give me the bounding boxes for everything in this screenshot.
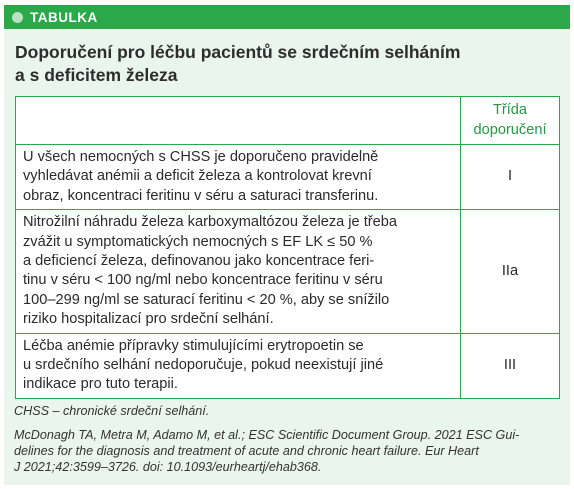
recommendation-text [16, 145, 461, 210]
text-line: 100–299 ng/ml se saturací feritinu < 20 %, aby se snížilo [23, 291, 390, 308]
title-line-1: Doporučení pro léčbu pacientů se srdečním selháním [15, 42, 461, 62]
recommendation-table [15, 96, 560, 399]
table-row [16, 333, 560, 398]
text-line: Léčba anémie přípravky stimulujícími erytropoetin se [23, 337, 364, 354]
table-header-row [16, 97, 560, 145]
recommendation-class: III [461, 333, 560, 398]
header-class-line-1: Třída [492, 102, 528, 119]
text-line: a deficiencí železa, definovanou jako koncentrace feri- [23, 253, 375, 270]
recommendation-text [16, 210, 461, 333]
table-row [16, 210, 560, 333]
header-cell-empty [16, 97, 461, 145]
text-line: vyhledávat anémii a deficit železa a kontrolovat krevní [23, 168, 372, 185]
text-line: obraz, koncentraci feritinu v séru a saturaci transferinu. [23, 187, 379, 204]
footnote: CHSS – chronické srdeční selhání. [14, 404, 210, 418]
table-title [15, 41, 560, 87]
table-row [16, 145, 560, 210]
tag-label: TABULKA [30, 10, 98, 25]
header-cell-class [461, 97, 560, 145]
text-line: zvážit u symptomatických nemocných s EF LK ≤ 50 % [23, 233, 373, 250]
text-line: riziko hospitalizací pro srdeční selhání. [23, 311, 274, 328]
text-line: tinu v séru < 100 ng/ml nebo koncentrace feritinu v séru [23, 272, 383, 289]
recommendation-text [16, 333, 461, 398]
recommendation-class: I [461, 145, 560, 210]
recommendation-class: IIa [461, 210, 560, 333]
text-line: Nitrožilní náhradu železa karboxymaltózou železa je třeba [23, 214, 397, 231]
reference-line-2: delines for the diagnosis and treatment of acute and chronic heart failure. Eur Heart [14, 444, 479, 459]
reference [14, 427, 559, 476]
header-class-line-2: doporučení [473, 121, 547, 138]
reference-line-1: McDonagh TA, Metra M, Adamo M, et al.; ESC Scientific Document Group. 2021 ESC Gui- [14, 428, 520, 442]
title-line-2: a s deficitem železa [15, 65, 178, 85]
text-line: indikace pro tuto terapii. [23, 376, 178, 393]
tag-bar [4, 6, 570, 29]
bullet-icon [12, 12, 23, 23]
text-line: u srdečního selhání nedoporučuje, pokud neexistují jiné [23, 357, 384, 374]
reference-line-3: J 2021;42:3599–3726. doi: 10.1093/eurheartj/ehab368. [14, 460, 322, 475]
text-line: U všech nemocných s CHSS je doporučeno pravidelně [23, 149, 379, 165]
